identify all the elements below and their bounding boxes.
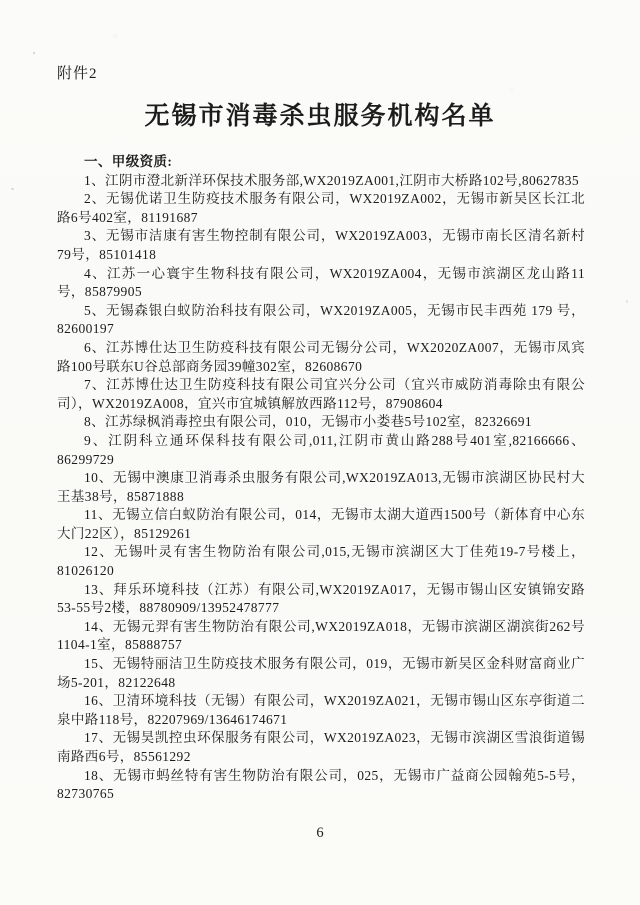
- list-item: 16、卫清环境科技（无锡）有限公司，WX2019ZA021，无锡市锡山区东亭街道二泉中路118号，82207969/13646174671: [57, 693, 585, 727]
- document-body: [57, 153, 585, 804]
- list-item: 6、江苏博仕达卫生防疫科技有限公司无锡分公司，WX2020ZA007，无锡市凤宾路100号联东U谷总部商务园39幢302室，82608670: [57, 339, 585, 374]
- page-number: 6: [316, 825, 324, 841]
- list-item: 15、无锡特丽洁卫生防疫技术服务有限公司，019，无锡市新吴区金科财富商业广场5-201，82122648: [57, 656, 585, 690]
- list-item: 7、江苏博仕达卫生防疫科技有限公司宜兴分公司（宜兴市威防消毒除虫有限公司），WX2019ZA008，宜兴市宜城镇解放西路112号，87908604: [57, 377, 585, 411]
- list-item: 2、无锡优诺卫生防疫技术服务有限公司，WX2019ZA002，无锡市新吴区长江北路6号402室，81191687: [57, 191, 585, 225]
- list-item: 12、无锡叶灵有害生物防治有限公司,015,无锡市滨湖区大丁佳苑19-7号楼上，81026120: [57, 544, 585, 579]
- scan-artifact: [33, 52, 35, 54]
- list-item: 3、无锡市洁康有害生物控制有限公司，WX2019ZA003，无锡市南长区清名新村79号，85101418: [57, 228, 585, 262]
- list-item: 1、江阴市澄北新洋环保技术服务部,WX2019ZA001,江阴市大桥路102号,80627835: [84, 172, 580, 188]
- list-item: 18、无锡市蚂丝特有害生物防治有限公司，025，无锡市广益商公园翰苑5-5号，82730765: [57, 767, 585, 802]
- list-item: 11、无锡立信白蚁防治有限公司，014，无锡市太湖大道西1500号（新体育中心东大门22区），85129261: [57, 507, 585, 541]
- list-item: 17、无锡昊凯控虫环保服务有限公司，WX2019ZA023，无锡市滨湖区雪浪街道锡南路西6号，85561292: [57, 730, 585, 764]
- list-item: 14、无锡元羿有害生物防治有限公司,WX2019ZA018，无锡市滨湖区湖滨街262号1104-1室，85888757: [57, 618, 585, 653]
- list-item: 8、江苏绿枫消毒控虫有限公司，010，无锡市小娄巷5号102室，82326691: [84, 414, 532, 430]
- page-title: 无锡市消毒杀虫服务机构名单: [144, 103, 496, 130]
- list-item: 4、江苏一心寰宇生物科技有限公司，WX2019ZA004，无锡市滨湖区龙山路11号，85879905: [57, 265, 585, 300]
- list-item: 10、无锡中澳康卫消毒杀虫服务有限公司,WX2019ZA013,无锡市滨湖区协民村大王基38号，85871888: [57, 470, 585, 504]
- section-heading: 一、甲级资质:: [84, 154, 173, 169]
- scan-artifact: [11, 188, 14, 190]
- list-item: 5、无锡森银白蚁防治科技有限公司，WX2019ZA005，无锡市民丰西苑 179 号，82600197: [57, 302, 585, 337]
- attachment-label: 附件2: [57, 66, 98, 82]
- list-item: 9、江阴科立通环保科技有限公司,011,江阴市黄山路288号401室,82166666、86299729: [57, 432, 585, 467]
- list-item: 13、拜乐环境科技（江苏）有限公司,WX2019ZA017，无锡市锡山区安镇锦安路53-55号2楼，88780909/13952478777: [57, 581, 585, 616]
- qualification-list: [57, 172, 585, 804]
- scan-artifact: [626, 300, 628, 303]
